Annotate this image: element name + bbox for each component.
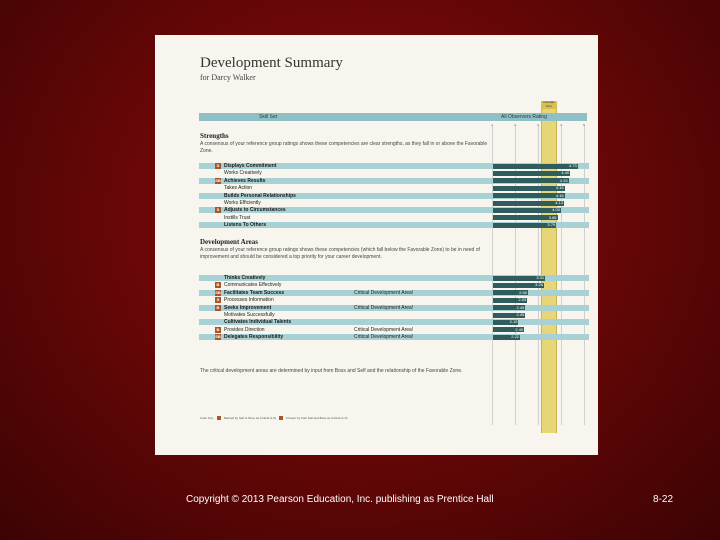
critical-badge: B	[216, 304, 220, 310]
critical-note: Critical Development Area!	[354, 326, 414, 333]
development-areas-description: A consensus of your reference group ratings shows these competencies (which fall below the Favorable Zone) to be in need of improvement and should be considered a top priority for your career development.	[200, 247, 480, 260]
rating-value: 3.79	[547, 222, 556, 228]
copyright-footer: Copyright © 2013 Pearson Education, Inc. publishing as Prentice Hall	[186, 494, 494, 505]
scale-label: 4	[560, 123, 562, 127]
critical-badge: S	[216, 207, 220, 213]
critical-note: Critical Development Area!	[354, 334, 414, 341]
rating-value: 3.26	[535, 282, 543, 288]
rating-value: 4.40	[561, 170, 570, 176]
rating-row	[199, 178, 589, 184]
color-key	[200, 416, 347, 420]
rating-row	[199, 200, 589, 206]
critical-badge: SB	[215, 334, 221, 340]
rating-value: 4.16	[555, 192, 564, 198]
competency-label: Works Efficiently	[224, 200, 261, 206]
favorable-zone-label: Favorable Zone	[541, 101, 557, 109]
rating-row	[199, 222, 589, 228]
rating-row	[199, 163, 589, 169]
competency-label: Delegates Responsibility	[224, 334, 284, 341]
rating-row	[199, 275, 589, 281]
rating-row	[199, 207, 589, 213]
competency-label: Listens To Others	[224, 222, 267, 229]
header-bar	[199, 113, 587, 121]
rating-value: 2.53	[518, 297, 527, 303]
page-number: 8-22	[653, 494, 674, 505]
rating-row	[199, 334, 589, 340]
critical-badge: SB	[215, 289, 221, 295]
competency-label: Thinks Creatively	[224, 275, 266, 281]
development-areas-title: Development Areas	[200, 238, 258, 246]
color-key-swatch	[279, 416, 283, 420]
rating-value: 2.22	[511, 334, 520, 340]
rating-row	[199, 297, 589, 303]
rating-value: 2.40	[515, 326, 524, 332]
scale-label: 1	[491, 123, 493, 127]
critical-badge: B	[216, 282, 220, 288]
rating-value: 3.31	[536, 275, 545, 280]
critical-badge: B	[216, 326, 220, 332]
competency-label: Instills Trust	[224, 214, 251, 221]
competency-label: Processes Information	[224, 297, 274, 304]
rating-row	[199, 193, 589, 199]
rating-row	[199, 290, 589, 296]
document-subtitle: for Darcy Walker	[200, 73, 256, 82]
competency-label: Provides Direction	[224, 326, 265, 333]
competency-label: Builds Personal Relationships	[224, 192, 296, 199]
competency-label: Seeks Improvement	[224, 304, 272, 311]
rating-value: 2.45	[516, 304, 525, 310]
scale-label: 2	[514, 123, 516, 127]
color-key-item: Ranked by Self or Boss as Critical (1-5)	[223, 416, 277, 420]
competency-label: Works Creatively	[224, 170, 262, 177]
rating-row	[199, 319, 589, 325]
scale-label: 5	[583, 123, 585, 127]
critical-note: Critical Development Area!	[354, 289, 414, 296]
rating-row	[199, 282, 589, 288]
footnote: The critical development areas are determined by input from Boss and Self and the relationship of the Favorable Zone.	[200, 368, 463, 374]
competency-label: Achieves Results	[224, 177, 266, 184]
competency-label: Adjusts to Circumstances	[224, 207, 286, 214]
critical-badge: S	[216, 297, 220, 303]
rating-value: 4.16	[555, 185, 564, 191]
color-key-item: Chosen by both Self and Boss as Critical (1-5)	[285, 416, 348, 420]
rating-row	[199, 185, 589, 191]
rating-value: 4.73	[568, 163, 577, 168]
critical-badge: S	[216, 163, 220, 168]
rating-row	[199, 170, 589, 176]
rating-row	[199, 312, 589, 318]
rating-row	[199, 215, 589, 221]
competency-label: Communicates Effectively	[224, 282, 282, 289]
rating-value: 3.85	[548, 214, 557, 220]
scale-label: 3	[537, 123, 539, 127]
color-key-swatch	[217, 416, 221, 420]
rating-value: 2.15	[509, 319, 518, 325]
rating-value: 2.56	[519, 289, 527, 295]
color-key-label: Color Key:	[200, 416, 215, 420]
strengths-description: A consensus of your reference group ratings shows these competencies are clear strengths, as they fall in or above the Favorable Zone.	[200, 141, 488, 154]
header-rating: All Observers Rating	[501, 114, 547, 120]
strengths-title: Strengths	[200, 132, 229, 140]
competency-label: Displays Commitment	[224, 163, 277, 169]
critical-badge: SB	[215, 177, 221, 183]
rating-row	[199, 327, 589, 333]
rating-value: 4.13	[555, 200, 563, 205]
rating-value: 4.00	[552, 207, 560, 213]
competency-label: Takes Action	[224, 185, 253, 192]
rating-row	[199, 305, 589, 311]
document-title: Development Summary	[200, 55, 343, 71]
competency-label: Motivates Successfully	[224, 312, 275, 318]
rating-value: 4.33	[559, 177, 568, 183]
development-summary-document	[155, 35, 598, 455]
competency-label: Cultivates Individual Talents	[224, 319, 292, 326]
critical-note: Critical Development Area!	[354, 304, 414, 311]
competency-label: Facilitates Team Success	[224, 289, 285, 296]
rating-value: 2.45	[516, 312, 525, 317]
header-skill-set: Skill Set	[259, 114, 278, 120]
favorable-zone-band	[541, 103, 557, 433]
